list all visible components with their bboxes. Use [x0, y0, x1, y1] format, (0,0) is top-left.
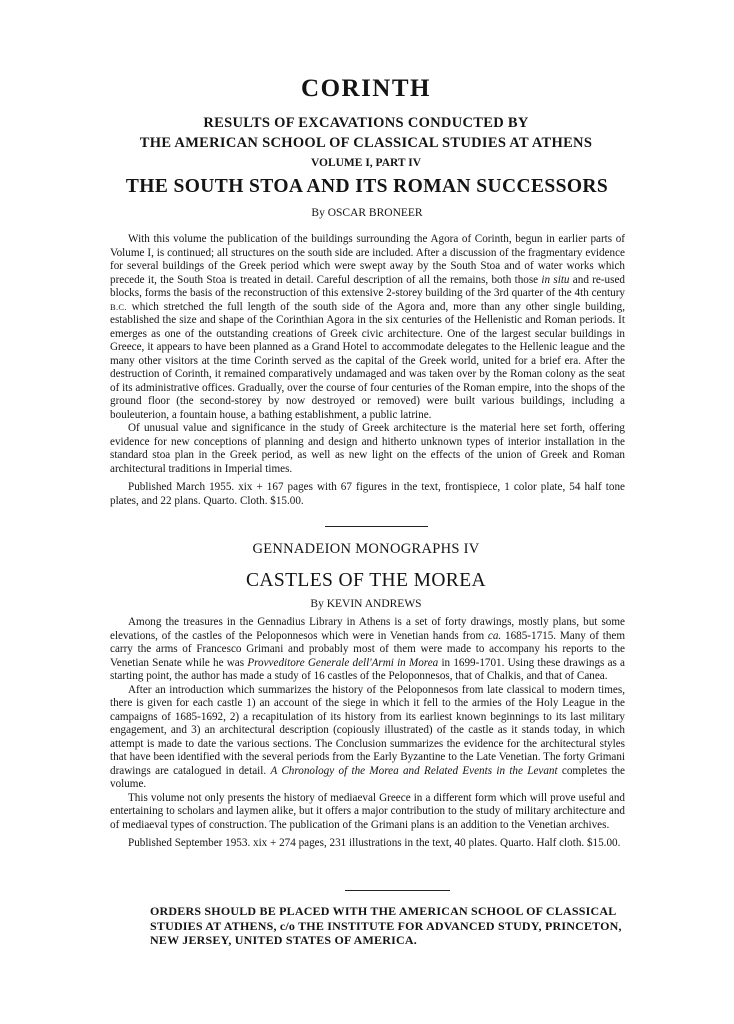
author-byline-andrews: By KEVIN ANDREWS [310, 598, 422, 610]
divider-rule [325, 526, 428, 527]
divider-rule [345, 890, 450, 891]
text-run: 1685-1715. Many of them carry the arms of Francesco Grimani and probably most of them were made to accompany his reports to the Venetian Senate while he was [110, 629, 625, 669]
gennadeion-paragraph-3: This volume not only presents the history of mediaeval Greece in a different form which will prove useful and entertaining to scholars and laymen alike, but it offers a major contribution to the study of military architecture and of mediaeval types of construction. The publication of the Grimani plans is an addition to the Venetian archives. [110, 791, 625, 831]
monograph-series-title: GENNADEION MONOGRAPHS IV [252, 541, 480, 557]
subtitle-line-2: THE AMERICAN SCHOOL OF CLASSICAL STUDIES AT ATHENS [139, 135, 593, 151]
corinth-paragraph-1 [110, 233, 625, 422]
gennadeion-paragraph-1 [110, 616, 625, 684]
text-run: With this volume the publication of the buildings surrounding the Agora of Corinth, begun in earlier parts of Volume I, is continued; all structures on the south side are included. After a discussion of the fragmentary evidence for several buildings of the Greek period which were swept away by the South Stoa and of water works which precede it, the South Stoa is treated in detail. Careful description of all the remains, both those [110, 233, 625, 286]
small-caps-run: B.C. [110, 301, 127, 312]
book-title-wrap [80, 174, 654, 221]
text-run: After an introduction which summarizes the history of the Peloponnesos from late classical to modern times, there is given for each castle 1) an account of the siege in which it fell to the armies of the Holy League in the campaigns of 1685-1692, 2) a recapitulation of its history from its earliest known beginnings to its last military engagement, and 3) an architectural description (copiously illustrated) of the castle as it stands today, in which attempt is made to date the various sections. The Conclusion summarizes the evidence for the architectural styles that have been identified with the several periods from the Early Byzantine to the Late Venetian. The forty Grimani drawings are catalogued in detail. [110, 683, 625, 777]
book-title-castles-of-the-morea: CASTLES OF THE MOREA [245, 570, 487, 591]
subtitle-line-1: RESULTS OF EXCAVATIONS CONDUCTED BY [203, 115, 529, 131]
author-byline-broneer: By OSCAR BRONEER [311, 207, 423, 219]
volume-part: VOLUME I, PART IV [310, 157, 422, 169]
text-run: which stretched the full length of the south side of the Agora and, more than any other single building, established the size and shape of the Corinthian Agora in the six centuries of the Hellenistic and Roman periods. It emerges as one of the outstanding creations of Greek civic architecture. One of the largest secular buildings in Greece, it appears to have been planned as a Grand Hotel to accommodate delegates to the Hellenic league and the many other visitors at the time Corinth served as the capital of the Greek world, united for a brief era. After the destruction of Corinth, it remained comparatively undamaged and was taken over by the Roman colony as the seat of its administrative offices. Gradually, over the course of four centuries of the Roman empire, into the shops of the ground floor (the second-storey by now destroyed or removed) were built various buildings, including a bouleuterion, a fountain house, a bathing establishment, a public latrine. [110, 300, 625, 421]
series-title: CORINTH [301, 75, 431, 102]
italic-run: in situ [541, 273, 570, 286]
corinth-publication-info: Published March 1955. xix + 167 pages with 67 figures in the text, frontispiece, 1 color plate, 54 half tone plates, and 22 plans. Quarto. Cloth. $15.00. [110, 481, 625, 507]
italic-run: A Chronology of the Morea and Related Events in the Levant [270, 764, 558, 777]
gennadeion-publication-info: Published September 1953. xix + 274 pages, 231 illustrations in the text, 40 plates. Quarto. Half cloth. $15.00. [128, 837, 621, 849]
text-run: completes the volume. [110, 764, 625, 790]
text-run: in 1699-1701. Using these drawings as a starting point, the author has made a study of 16 castles of the Peloponnesos, that of Chalkis, and that of Canea. [110, 656, 625, 682]
text-run: and re-used blocks, forms the basis of the reconstruction of this extensive 2-storey building of the 3rd quarter of the 4th century [110, 273, 625, 299]
corinth-description [110, 233, 625, 508]
italic-run: ca. [487, 629, 502, 642]
orders-text: ORDERS SHOULD BE PLACED WITH THE AMERICAN SCHOOL OF CLASSICAL STUDIES AT ATHENS, c/o THE INSTITUTE FOR ADVANCED STUDY, PRINCETON, NEW JERSEY, UNITED STATES OF AMERICA. [150, 904, 622, 947]
corinth-header [108, 74, 624, 171]
gennadeion-paragraph-2 [110, 684, 625, 792]
orders-notice [150, 904, 622, 948]
italic-run: Provveditore Generale dell'Armi in Morea [247, 656, 439, 669]
book-title-south-stoa: THE SOUTH STOA AND ITS ROMAN SUCCESSORS [125, 176, 609, 197]
gennadeion-header [108, 540, 624, 612]
text-run: Among the treasures in the Gennadius Library in Athens is a set of forty drawings, mostly plans, but some elevations, of the castles of the Peloponnesos which were in Venetian hands from [110, 616, 625, 642]
gennadeion-description [110, 616, 625, 851]
corinth-paragraph-2: Of unusual value and significance in the study of Greek architecture is the material here set forth, offering evidence for new conceptions of planning and design and hitherto unknown types of interior installation in the standard stoa plan in the Greek period, as well as new light on the effects of the union of Greek and Roman architectural traditions in Imperial times. [110, 422, 625, 475]
